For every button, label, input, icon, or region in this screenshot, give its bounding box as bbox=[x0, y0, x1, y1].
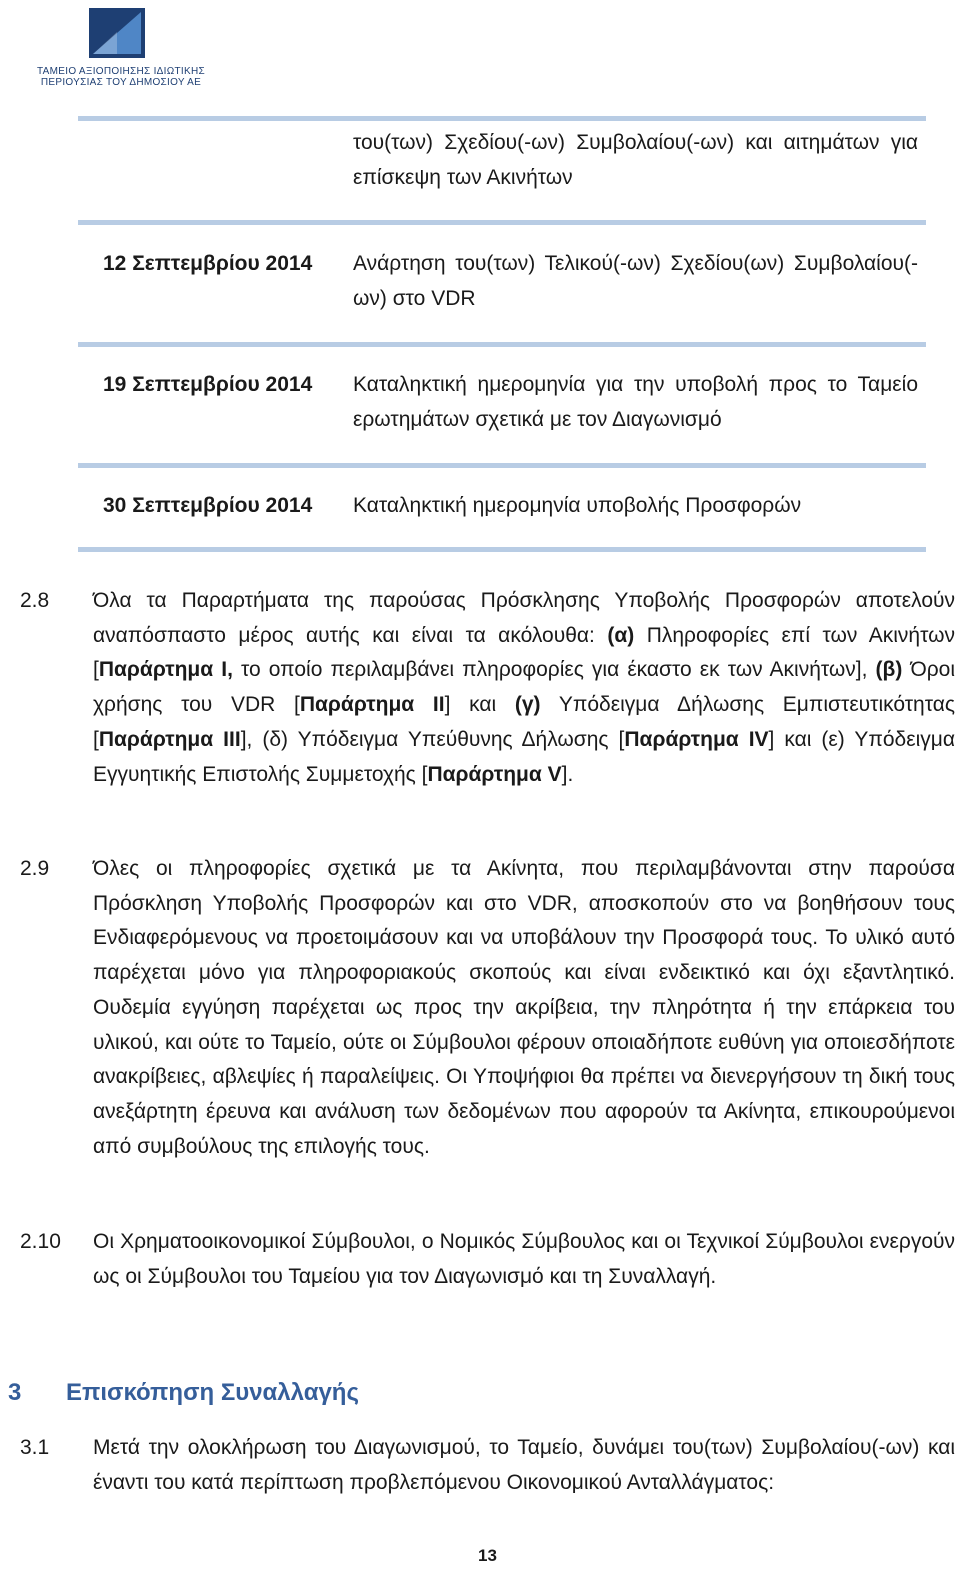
paragraph-number: 3.1 bbox=[20, 1436, 50, 1459]
table-row bbox=[78, 347, 926, 463]
row-description: Καταληκτική ημερομηνία υποβολής Προσφορών bbox=[353, 494, 802, 517]
paragraph-text: Όλα τα Παραρτήματα της παρούσας Πρόσκλησης Υποβολής Προσφορών αποτελούν αναπόσπαστο μέρος αυτής και είναι τα ακόλουθα: (α) Πληροφορίες επί των Ακινήτων [Παράρτημα Ι, το οποίο περιλαμβάνει πληροφορίες για έκαστο εκ των Ακινήτων], (β) Όροι χρήσης του VDR [Παράρτημα ΙΙ] και (γ) Υπόδειγμα Δήλωσης Εμπιστευτικότητας [Παράρτημα ΙΙΙ], (δ) Υπόδειγμα Υπεύθυνης Δήλωσης [Παράρτημα ΙV] και (ε) Υπόδειγμα Εγγυητικής Επιστολής Συμμετοχής [Παράρτημα V]. bbox=[93, 589, 955, 786]
paragraph-number: 2.10 bbox=[20, 1230, 61, 1253]
section-number: 3 bbox=[8, 1379, 22, 1406]
paragraph-number: 2.8 bbox=[20, 589, 50, 612]
row-description: Καταληκτική ημερομηνία για την υποβολή προς το Ταμείο ερωτημάτων σχετικά με τον Διαγωνισμό bbox=[353, 373, 918, 431]
paragraph-number: 2.9 bbox=[20, 857, 50, 880]
table-row bbox=[78, 225, 926, 342]
row-description: του(των) Σχεδίου(-ων) Συμβολαίου(-ων) και αιτημάτων για επίσκεψη των Ακινήτων bbox=[353, 131, 918, 189]
paragraph-2-8 bbox=[0, 584, 960, 792]
logo-line-1: ΤΑΜΕΙΟ ΑΞΙΟΠΟΙΗΣΗΣ ΙΔΙΩΤΙΚΗΣ bbox=[37, 66, 205, 77]
logo-mark-icon bbox=[89, 8, 145, 58]
timeline-table bbox=[78, 116, 926, 552]
paragraph-text: Όλες οι πληροφορίες σχετικά με τα Ακίνητα, που περιλαμβάνονται στην παρούσα Πρόσκληση Υποβολής Προσφορών και στο VDR, αποσκοπούν στο να βοηθήσουν τους Ενδιαφερόμενους να προετοιμάσουν και να υποβάλουν την Προσφορά τους. Το υλικό αυτό παρέχεται μόνο για πληροφοριακούς σκοπούς και είναι ενδεικτικό και όχι εξαντλητικό. Ουδεμία εγγύηση παρέχεται ως προς την ακρίβεια, την πληρότητα ή την επάρκεια του υλικού, και ούτε το Ταμείο, ούτε οι Σύμβουλοι φέρουν οποιαδήποτε ευθύνη για οποιεσδήποτε ανακρίβειες, αβλεψίες ή παραλείψεις. Οι Υποψήφιοι θα πρέπει να διενεργήσουν τη δική τους ανεξάρτητη έρευνα και ανάλυση των δεδομένων που αφορούν τα Ακίνητα, επικουρούμενοι από συμβούλους της επιλογής τους. bbox=[93, 857, 955, 1158]
paragraph-2-9 bbox=[0, 852, 960, 1164]
section-heading bbox=[8, 1378, 359, 1408]
table-divider bbox=[78, 547, 926, 552]
paragraph-3-1 bbox=[0, 1431, 960, 1500]
logo-text bbox=[26, 66, 216, 88]
row-date: 12 Σεπτεμβρίου 2014 bbox=[103, 252, 313, 275]
row-date bbox=[103, 125, 353, 195]
row-description: Ανάρτηση του(των) Τελικού(-ων) Σχεδίου(ων) Συμβολαίου(-ων) στο VDR bbox=[353, 252, 918, 310]
table-row bbox=[78, 468, 926, 547]
paragraph-text: Μετά την ολοκλήρωση του Διαγωνισμού, το Ταμείο, δυνάμει του(των) Συμβολαίου(-ων) και έναντι του κατά περίπτωση προβλεπόμενου Οικονομικού Ανταλλάγματος: bbox=[93, 1436, 955, 1494]
row-date: 30 Σεπτεμβρίου 2014 bbox=[103, 494, 313, 517]
row-date: 19 Σεπτεμβρίου 2014 bbox=[103, 373, 313, 396]
logo bbox=[26, 8, 216, 90]
page-number: 13 bbox=[478, 1546, 497, 1565]
section-title: Επισκόπηση Συναλλαγής bbox=[66, 1379, 359, 1406]
table-row bbox=[78, 121, 926, 220]
paragraph-text: Οι Χρηματοοικονομικοί Σύμβουλοι, ο Νομικός Σύμβουλος και οι Τεχνικοί Σύμβουλοι ενεργούν ως οι Σύμβουλοι του Ταμείου για τον Διαγωνισμό και τη Συναλλαγή. bbox=[93, 1230, 955, 1288]
logo-line-2: ΠΕΡΙΟΥΣΙΑΣ ΤΟΥ ΔΗΜΟΣΙΟΥ ΑΕ bbox=[40, 77, 202, 88]
paragraph-2-10 bbox=[0, 1225, 960, 1294]
